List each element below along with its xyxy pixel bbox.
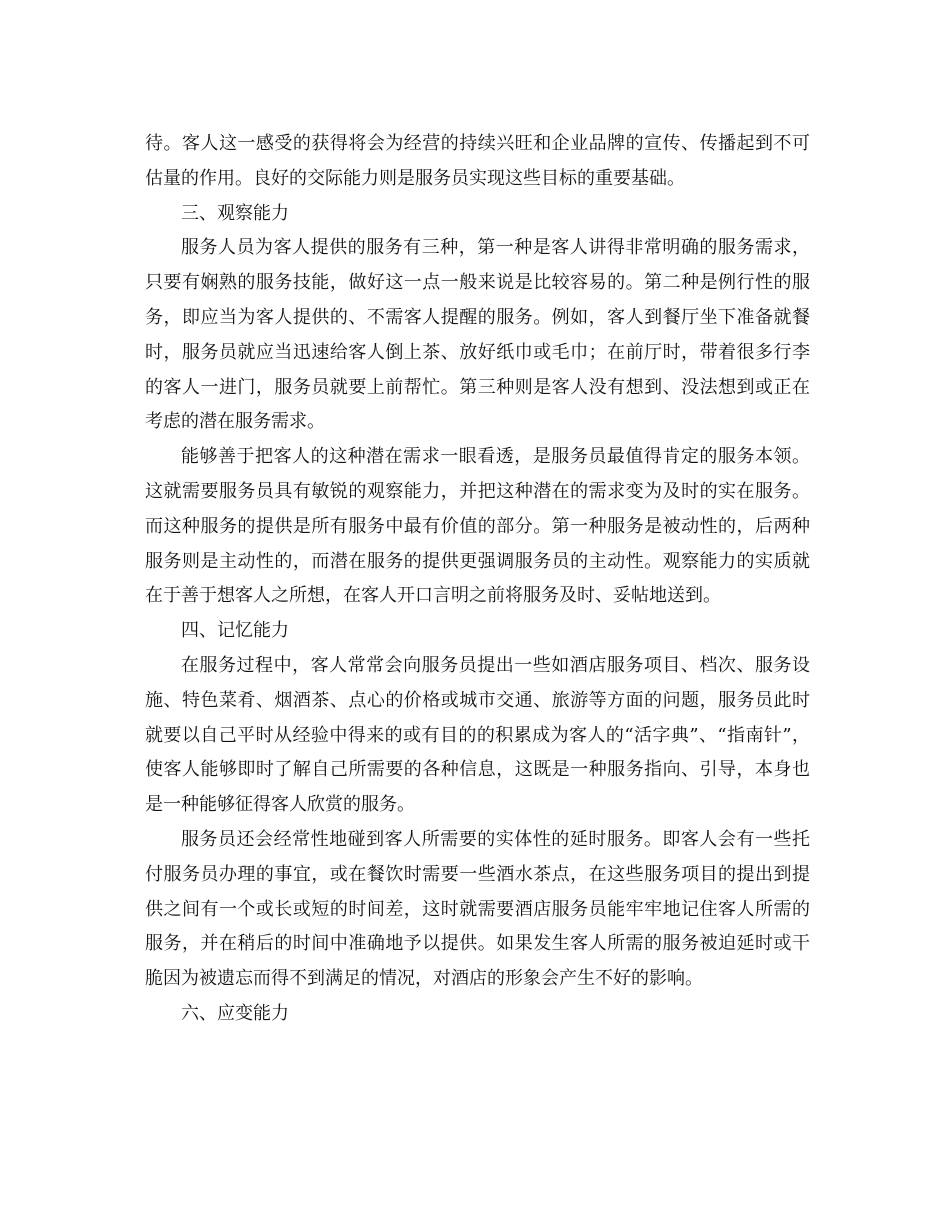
section-heading-adaptability: 六、应变能力 bbox=[181, 1002, 289, 1024]
document-body bbox=[145, 127, 810, 1032]
paragraph-observation-skill: 能够善于把客人的这种潜在需求一眼看透，是服务员最值得肯定的服务本领。这就需要服务员具有敏锐的观察能力，并把这种潜在的需求变为及时的实在服务。而这种服务的提供是所有服务中最有价值的部分。第一种服务是被动性的，后两种服务则是主动性的，而潜在服务的提供更强调服务员的主动性。观察能力的实质就在于善于想客人之所想，在客人开口言明之前将服务及时、妥帖地送到。 bbox=[145, 446, 810, 607]
paragraph-continuation: 待。客人这一感受的获得将会为经营的持续兴旺和企业品牌的宣传、传播起到不可估量的作用。良好的交际能力则是服务员实现这些目标的重要基础。 bbox=[145, 133, 810, 189]
paragraph-service-types: 服务人员为客人提供的服务有三种，第一种是客人讲得非常明确的服务需求，只要有娴熟的服务技能，做好这一点一般来说是比较容易的。第二种是例行性的服务，即应当为客人提供的、不需客人提醒的服务。例如，客人到餐厅坐下准备就餐时，服务员就应当迅速给客人倒上茶、放好纸巾或毛巾；在前厅时，带着很多行李的客人一进门，服务员就要上前帮忙。第三种则是客人没有想到、没法想到或正在考虑的潜在服务需求。 bbox=[145, 237, 810, 433]
paragraph-memory-info: 在服务过程中，客人常常会向服务员提出一些如酒店服务项目、档次、服务设施、特色菜肴、烟酒茶、点心的价格或城市交通、旅游等方面的问题，服务员此时就要以自己平时从经验中得来的或有目的的积累成为客人的“活字典”、“指南针”，使客人能够即时了解自己所需要的各种信息，这既是一种服务指向、引导，本身也是一种能够征得客人欣赏的服务。 bbox=[145, 654, 810, 816]
section-heading-memory: 四、记忆能力 bbox=[181, 620, 289, 642]
paragraph-memory-delayed: 服务员还会经常性地碰到客人所需要的实体性的延时服务。即客人会有一些托付服务员办理的事宜，或在餐饮时需要一些酒水茶点，在这些服务项目的提出到提供之间有一个或长或短的时间差，这时就需要酒店服务员能牢牢地记住客人所需的服务，并在稍后的时间中准确地予以提供。如果发生客人所需的服务被迫延时或干脆因为被遗忘而得不到满足的情况，对酒店的形象会产生不好的影响。 bbox=[145, 828, 810, 990]
section-heading-observation: 三、观察能力 bbox=[181, 202, 289, 224]
